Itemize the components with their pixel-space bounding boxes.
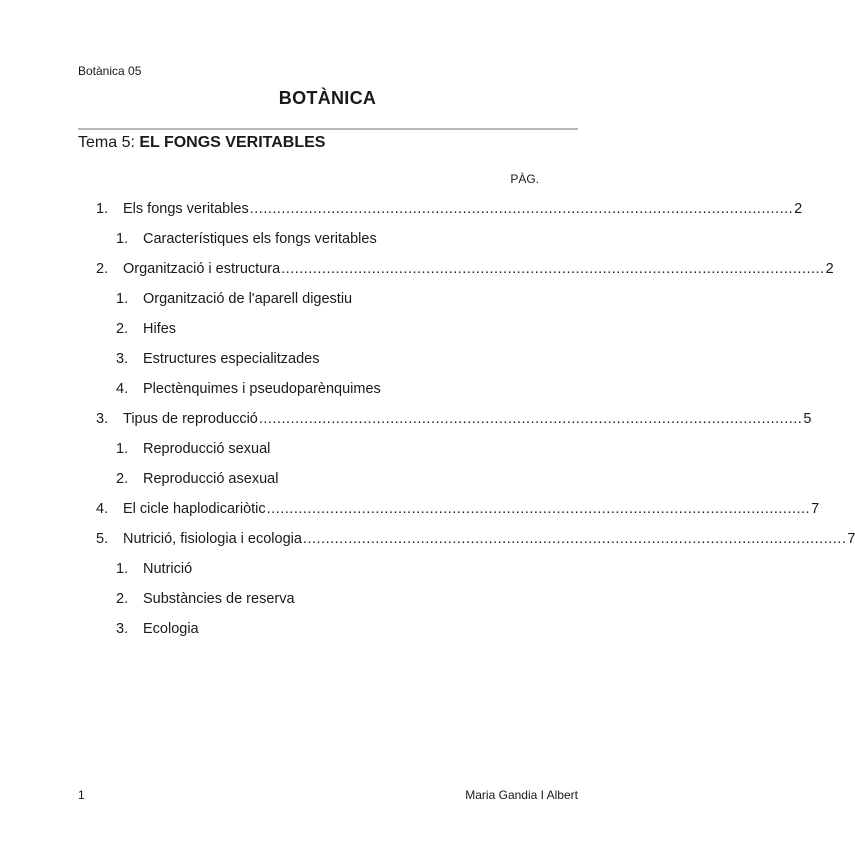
toc-entry-number: 1. xyxy=(116,291,129,307)
toc-entry-number: 2. xyxy=(116,321,129,337)
toc-leader-dots: ........................................................................................................................ xyxy=(266,501,811,517)
chapter-heading xyxy=(78,134,325,152)
toc-subentry xyxy=(116,314,538,344)
toc-leader-dots: ........................................................................................................................ xyxy=(302,531,847,547)
toc-entry-number: 1. xyxy=(96,201,109,217)
toc-entry-page: 7 xyxy=(847,531,855,547)
toc-entry-title: Nutrició, fisiologia i ecologia xyxy=(123,531,302,547)
toc-subentry xyxy=(116,434,538,464)
toc-subentry xyxy=(116,224,538,254)
toc-entry xyxy=(96,254,834,284)
toc-entry-number: 2. xyxy=(96,261,109,277)
toc-entry-title: Substàncies de reserva xyxy=(143,591,295,607)
toc-entry-number: 3. xyxy=(116,621,129,637)
toc-entry-title: Nutrició xyxy=(143,561,193,577)
toc-entry-number: 1. xyxy=(116,231,129,247)
running-header: Botànica 05 xyxy=(78,64,142,78)
toc-entry-page: 7 xyxy=(811,501,820,517)
toc-entry xyxy=(96,494,820,524)
toc-subentry xyxy=(116,284,538,314)
toc-entry-number: 1. xyxy=(116,441,129,457)
document-title: BOTÀNICA xyxy=(278,88,377,108)
toc-leader-dots: ........................................................................................................................ xyxy=(258,411,803,427)
toc-leader-dots: ........................................................................................................................ xyxy=(281,261,825,277)
toc-entry xyxy=(96,404,812,434)
title-divider xyxy=(78,128,578,130)
toc-entry-number: 5. xyxy=(96,531,109,547)
toc-entry-number: 4. xyxy=(116,381,129,397)
toc-subentry xyxy=(116,344,538,374)
toc-entry-title: Ecologia xyxy=(143,621,199,637)
toc-entry xyxy=(96,524,855,554)
toc-entry-title: Característiques els fongs veritables xyxy=(143,231,377,247)
toc-subentry xyxy=(116,464,538,494)
page-column-label: PÀG. xyxy=(510,172,539,186)
toc-entry-title: Plectènquimes i pseudoparènquimes xyxy=(143,381,381,397)
toc-entry-title: Els fongs veritables xyxy=(123,201,249,217)
toc-entry-title: Reproducció asexual xyxy=(143,471,279,487)
toc-entry-page: 2 xyxy=(794,201,803,217)
toc-leader-dots: ........................................................................................................................ xyxy=(249,201,794,217)
page-number: 1 xyxy=(78,788,85,802)
toc-subentry xyxy=(116,374,538,404)
toc-entry-number: 3. xyxy=(96,411,109,427)
toc-entry xyxy=(96,194,803,224)
toc-entry-number: 3. xyxy=(116,351,129,367)
toc-entry-title: Organització de l'aparell digestiu xyxy=(143,291,353,307)
toc-entry-title: Organització i estructura xyxy=(123,261,281,277)
author-name: Maria Gandia I Albert xyxy=(465,788,578,802)
chapter-prefix: Tema 5: xyxy=(78,134,140,151)
toc-entry-title: Tipus de reproducció xyxy=(123,411,258,427)
toc-subentry xyxy=(116,614,538,644)
toc-entry-number: 2. xyxy=(116,471,129,487)
toc-entry-title: El cicle haplodicariòtic xyxy=(123,501,266,517)
toc-entry-number: 2. xyxy=(116,591,129,607)
toc-entry-title: Hifes xyxy=(143,321,177,337)
chapter-topic: EL FONGS VERITABLES xyxy=(139,134,326,151)
toc-entry-title: Estructures especialitzades xyxy=(143,351,320,367)
toc-entry-title: Reproducció sexual xyxy=(143,441,271,457)
toc-entry-number: 4. xyxy=(96,501,109,517)
toc-entry-number: 1. xyxy=(116,561,129,577)
toc-entry-page: 2 xyxy=(825,261,834,277)
toc-entry-page: 5 xyxy=(803,411,812,427)
toc-subentry xyxy=(116,554,538,584)
toc-subentry xyxy=(116,584,538,614)
